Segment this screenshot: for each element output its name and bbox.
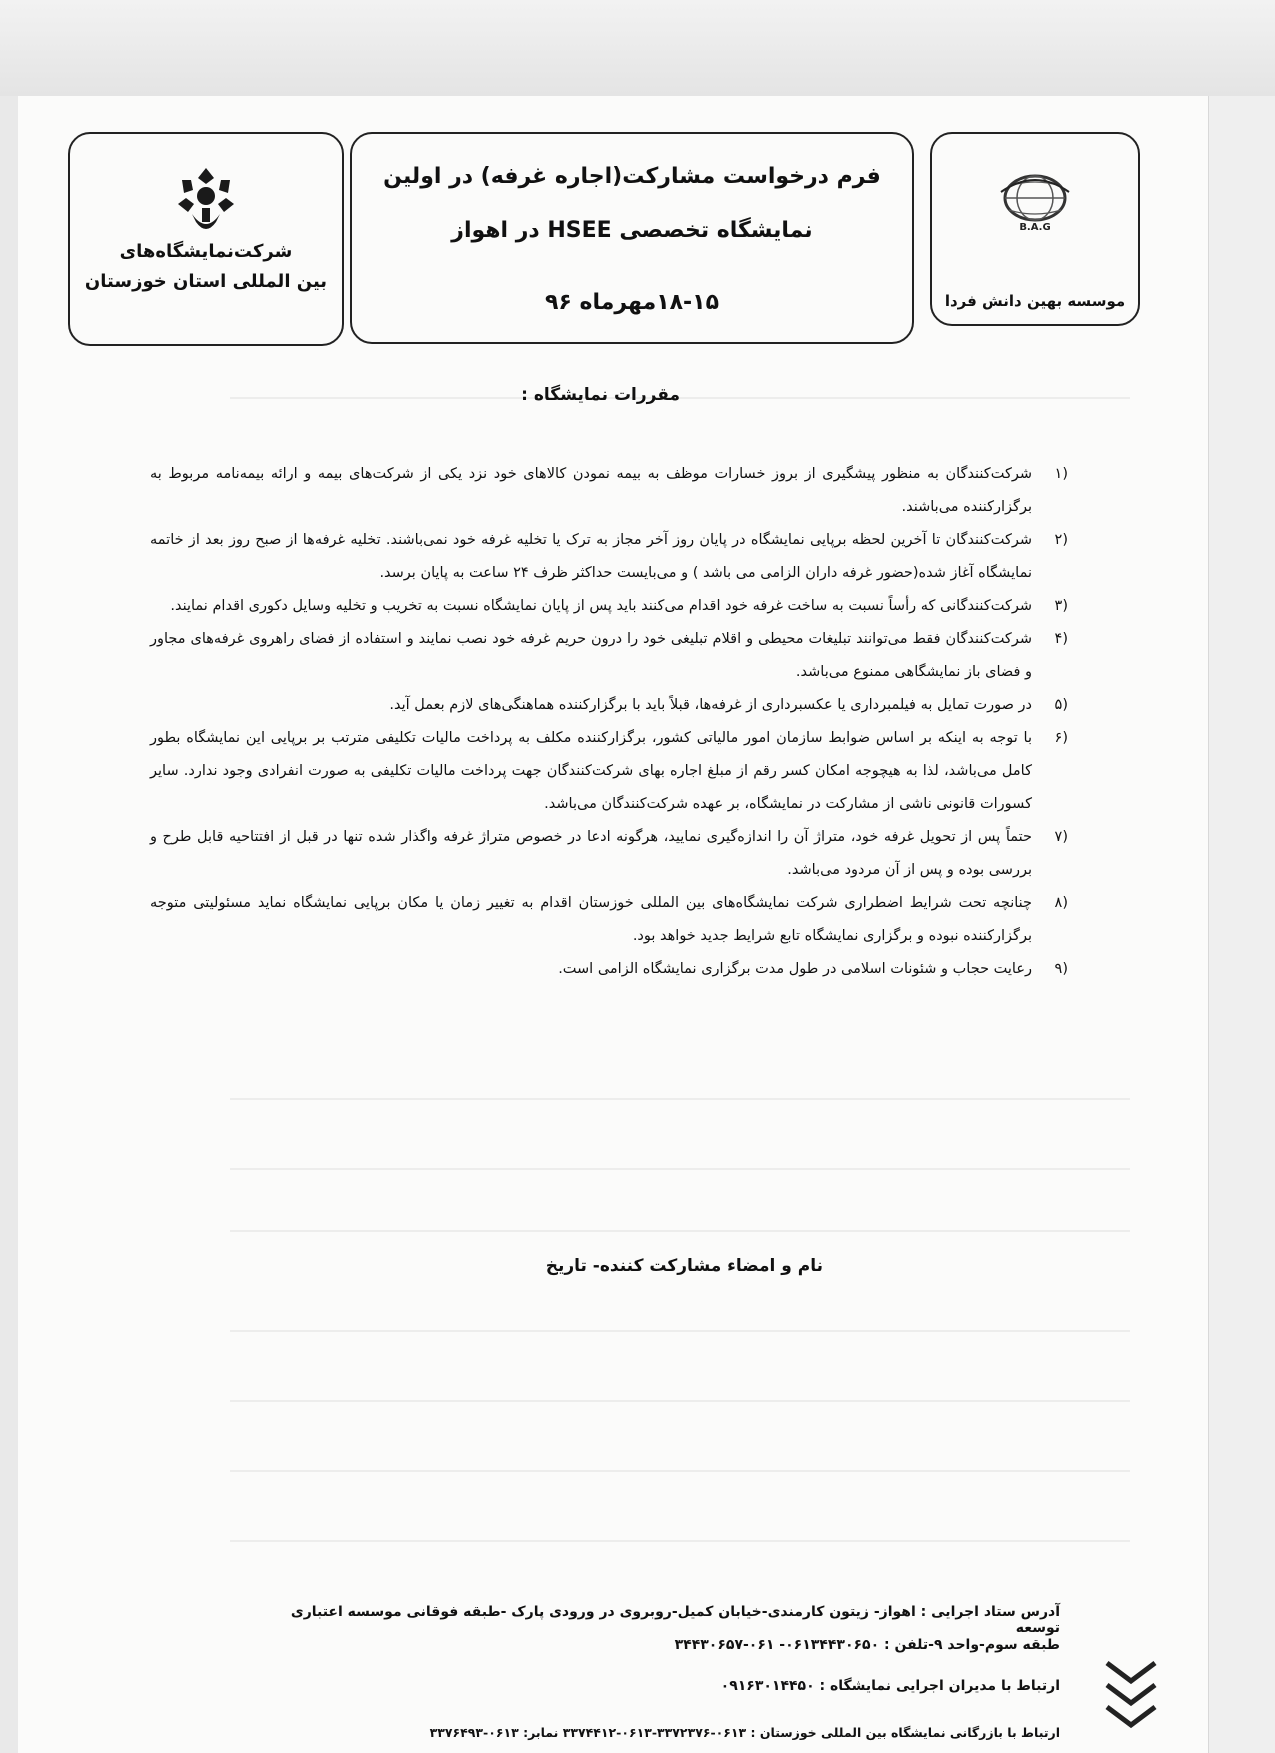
item-number: (۴ [1054,631,1068,647]
item-text: شرکت‌کنندگان به منظور پیشگیری از بروز خسارات موظف به بیمه نمودن کالاهای خود نزد یکی از شرکت‌های بیمه و ارائه بیمه‌نامه مربوط به برگزارکننده می‌باشند. [150,466,1032,515]
footer-managers-contact: ارتباط با مدیران اجرایی نمایشگاه : ۰۹۱۶۳۰۱۴۴۵۰ [720,1678,1060,1694]
item-text: حتماً پس از تحویل غرفه خود، متراژ آن را اندازه‌گیری نمایید، هرگونه ادعا در خصوص متراژ غرفه واگذار شده تنها در قبل از افتتاحیه قابل طرح و بررسی بوده و پس از آن مردود می‌باشد. [150,829,1032,878]
regulations-list [150,458,1068,986]
scan-ghost-line [230,1400,1130,1402]
regulation-item [150,887,1068,953]
form-title-line2: نمایشگاه تخصصی HSEE در اهواز [451,218,813,243]
scan-ghost-line [230,1098,1130,1100]
item-number: (۹ [1054,961,1068,977]
bag-logo-text: B.A.G [1019,222,1051,233]
regulation-item [150,722,1068,821]
chevron-down-icon [1103,1655,1159,1735]
regulation-item [150,953,1068,986]
item-number: (۳ [1054,598,1068,614]
item-text: شرکت‌کنندگان تا آخرین لحظه برپایی نمایشگاه در پایان روز آخر مجاز به ترک یا تخلیه غرفه خود نمی‌باشند. تخلیه غرفه‌ها از صبح روز بعد از خاتمه نمایشگاه آغاز شده(حضور غرفه داران الزامی می باشد ) و می‌بایست حداکثر ظرف ۲۴ ساعت به پایان برسد. [150,532,1032,581]
regulation-item [150,590,1068,623]
scan-ghost-line [230,1230,1130,1232]
item-text: در صورت تمایل به فیلمبرداری یا عکسبرداری از غرفه‌ها، قبلاً باید با برگزارکننده هماهنگی‌های لازم بعمل آید. [389,697,1032,713]
item-text: رعایت حجاب و شئونات اسلامی در طول مدت برگزاری نمایشگاه الزامی است. [558,961,1032,977]
scan-ghost-line [230,1470,1130,1472]
exhibition-dates: ۱۸-۱۵مهرماه ۹۶ [544,290,720,315]
scan-right-edge [1208,96,1275,1753]
scan-ghost-line [230,1168,1130,1170]
scan-ghost-line [230,1540,1130,1542]
item-number: (۶ [1054,730,1068,746]
organizer-name-line1: شرکت‌نمایشگاه‌های [119,241,293,262]
globe-logo-icon [995,172,1075,234]
form-title-box [350,132,914,344]
regulations-heading: مقررات نمایشگاه : [521,385,680,405]
institute-logo-box [930,132,1140,326]
item-number: (۷ [1054,829,1068,845]
organizer-logo-box [68,132,344,346]
item-text: با توجه به اینکه بر اساس ضوابط سازمان امور مالیاتی کشور، برگزارکننده مکلف به پرداخت مالیات تکلیفی مترتب بر برپایی این نمایشگاه بطور کامل می‌باشد، لذا به هیچوجه امکان کسر رقم از مبلغ اجاره بهای شرکت‌کنندگان جهت پرداخت مالیات تکلیفی به صورت انفرادی وجود ندارد. سایر کسورات قانونی ناشی از مشارکت در نمایشگاه، بر عهده شرکت‌کنندگان می‌باشد. [150,730,1032,812]
org-emblem-icon [168,164,244,240]
regulation-item [150,821,1068,887]
regulation-item [150,524,1068,590]
footer-address-line1: آدرس ستاد اجرایی : اهواز- زیتون کارمندی-خیابان کمیل-روبروی در ورودی پارک -طبقه فوقانی موسسه اعتباری توسعه [290,1604,1060,1636]
footer-address-line2: طبقه سوم-واحد ۹-تلفن : ۰۶۱۳۴۴۳۰۶۵۰- ۰۶۱-۳۴۴۳۰۶۵۷ [674,1637,1060,1653]
scan-ghost-line [230,1330,1130,1332]
item-number: (۱ [1054,466,1068,482]
item-number: (۲ [1054,532,1068,548]
institute-name: موسسه بهین دانش فردا [944,292,1126,310]
item-number: (۸ [1054,895,1068,911]
item-text: شرکت‌کنندگان فقط می‌توانند تبلیغات محیطی و اقلام تبلیغی خود را درون حریم غرفه خود نصب نمایند و استفاده از فضای راهروی غرفه‌های مجاور و فضای باز نمایشگاهی ممنوع می‌باشد. [150,631,1032,680]
scan-ghost-line [230,397,1130,399]
regulation-item [150,623,1068,689]
regulation-item [150,689,1068,722]
organizer-name-line2: بین المللی استان خوزستان [84,271,328,292]
signature-label: نام و امضاء مشارکت کننده- تاریخ [545,1256,823,1276]
item-text: چنانچه تحت شرایط اضطراری شرکت نمایشگاه‌های بین المللی خوزستان اقدام به تغییر زمان یا مکان برپایی نمایشگاه نماید مسئولیتی متوجه برگزارکننده نبوده و برگزاری نمایشگاه تابع شرایط جدید خواهد بود. [150,895,1032,944]
regulation-item [150,458,1068,524]
scan-top-edge [0,0,1275,96]
item-number: (۵ [1054,697,1068,713]
footer-commercial-contact: ارتباط با بازرگانی نمایشگاه بین المللی خوزستان : ۰۶۱۳-۳۳۷۲۳۷۶-۰۶۱۳-۳۳۷۴۴۱۲ نمابر: ۰۶۱۳-۳۳۷۶۴۹۳ [429,1725,1060,1740]
form-title-line1: فرم درخواست مشارکت(اجاره غرفه) در اولین [383,164,881,189]
item-text: شرکت‌کنندگانی که رأساً نسبت به ساخت غرفه خود اقدام می‌کنند باید پس از پایان نمایشگاه نسبت به تخریب و تخلیه وسایل دکوری اقدام نمایند. [170,598,1032,614]
